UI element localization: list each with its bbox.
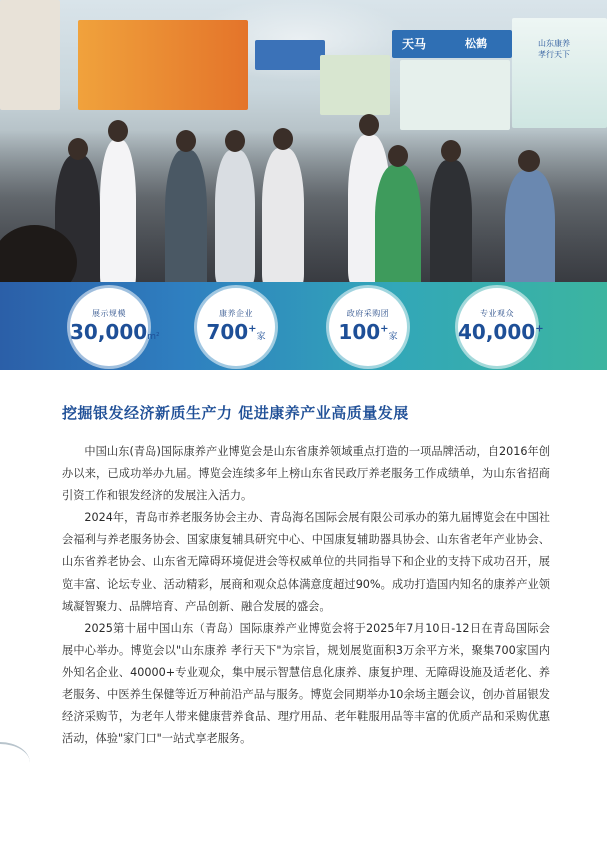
stat-label: 展示规模 [92,309,126,318]
person-head [273,128,293,150]
booth-left [0,0,60,110]
stat-value [70,320,160,344]
stat-value [458,320,544,344]
sign-shandong-kangyang: 山东康养 [538,39,570,48]
person-figure [100,140,136,290]
person-figure [165,150,207,300]
person-head [359,114,379,136]
stat-visitors [458,288,544,366]
stat-unit: 家 [388,332,398,342]
decorative-swoosh [0,742,30,784]
stat-value [197,320,275,344]
stat-label: 政府采购团 [346,309,390,318]
stat-unit: 家 [256,332,266,342]
body-text [62,441,550,750]
booth-orange [78,20,248,110]
stat-enterprises [197,288,275,366]
stat-procurement-groups [329,288,407,366]
person-head [108,120,128,142]
stat-plus: + [248,323,257,335]
sign-xiaoxing-tianxia: 孝行天下 [538,50,570,59]
person-head [176,130,196,152]
person-figure [430,160,472,295]
paragraph-2024: 2024年，青岛市养老服务协会主办、青岛海名国际会展有限公司承办的第九届博览会在中国社会福利与养老服务协会、国家康复辅具研究中心、中国康复辅助器具协会、山东省老年产业协会、山东省养老协会、山东省无障碍环境促进会等权威单位的共同指导下和企业的支持下成功召开，展览丰富、论坛专业、活动精彩，展商和观众总体满意度超过90%。成功打造国内知名的康养产业领域凝智聚力、品牌培育、产品创新、融合发展的盛会。 [62,511,550,613]
stat-value [329,320,407,344]
stat-number: 700 [206,320,249,344]
paragraph-intro: 中国山东(青岛)国际康养产业博览会是山东省康养领域重点打造的一项品牌活动，自2016年创办以来，已成功举办九届。博览会连续多年上榜山东省民政厅养老服务工作成绩单，为山东省招商引资工作和银发经济的发展注入活力。 [62,445,550,503]
person-head [225,130,245,152]
person-head [388,145,408,167]
person-head [518,150,540,172]
stat-number: 40,000 [458,320,536,344]
stat-number: 100 [338,320,381,344]
person-head [441,140,461,162]
person-figure [215,150,255,285]
stat-number: 30,000 [70,320,148,344]
paragraph-2025: 2025第十届中国山东（青岛）国际康养产业博览会将于2025年7月10日-12日在青岛国际会展中心举办。博览会以"山东康养 孝行天下"为宗旨，规划展览面积3万余平方米，聚集700家国内外知名企业、40000+专业观众，集中展示智慧信息化康养、康复护理、无障碍设施及适老化、养老服务、中医养生保健等近万种前沿产品与服务。博览会同期举办10余场主题会议，创办首届银发经济采购节，为老年人带来健康营养食品、理疗用品、老年鞋服用品等丰富的优质产品和采购优惠活动，体验"家门口"一站式享老服务。 [62,621,550,746]
exhibition-hall-photo [0,0,607,300]
stat-exhibition-area [70,288,160,366]
stat-unit: m² [147,332,160,342]
stat-plus: + [535,323,544,335]
person-head [68,138,88,160]
stat-label: 康养企业 [219,309,253,318]
page-headline: 挖掘银发经济新质生产力 促进康养产业高质量发展 [62,404,409,422]
stat-plus: + [380,323,389,335]
person-figure [505,170,555,295]
stat-label: 专业观众 [480,309,514,318]
sign-songhe: 松鹤 [465,37,487,50]
sign-tianma: 天马 [402,37,427,51]
booth-blue-sign [255,40,325,70]
person-figure [262,148,304,288]
booth-right [512,18,607,128]
booth-panel [400,60,510,130]
booth-green [320,55,390,115]
person-figure [375,165,421,295]
